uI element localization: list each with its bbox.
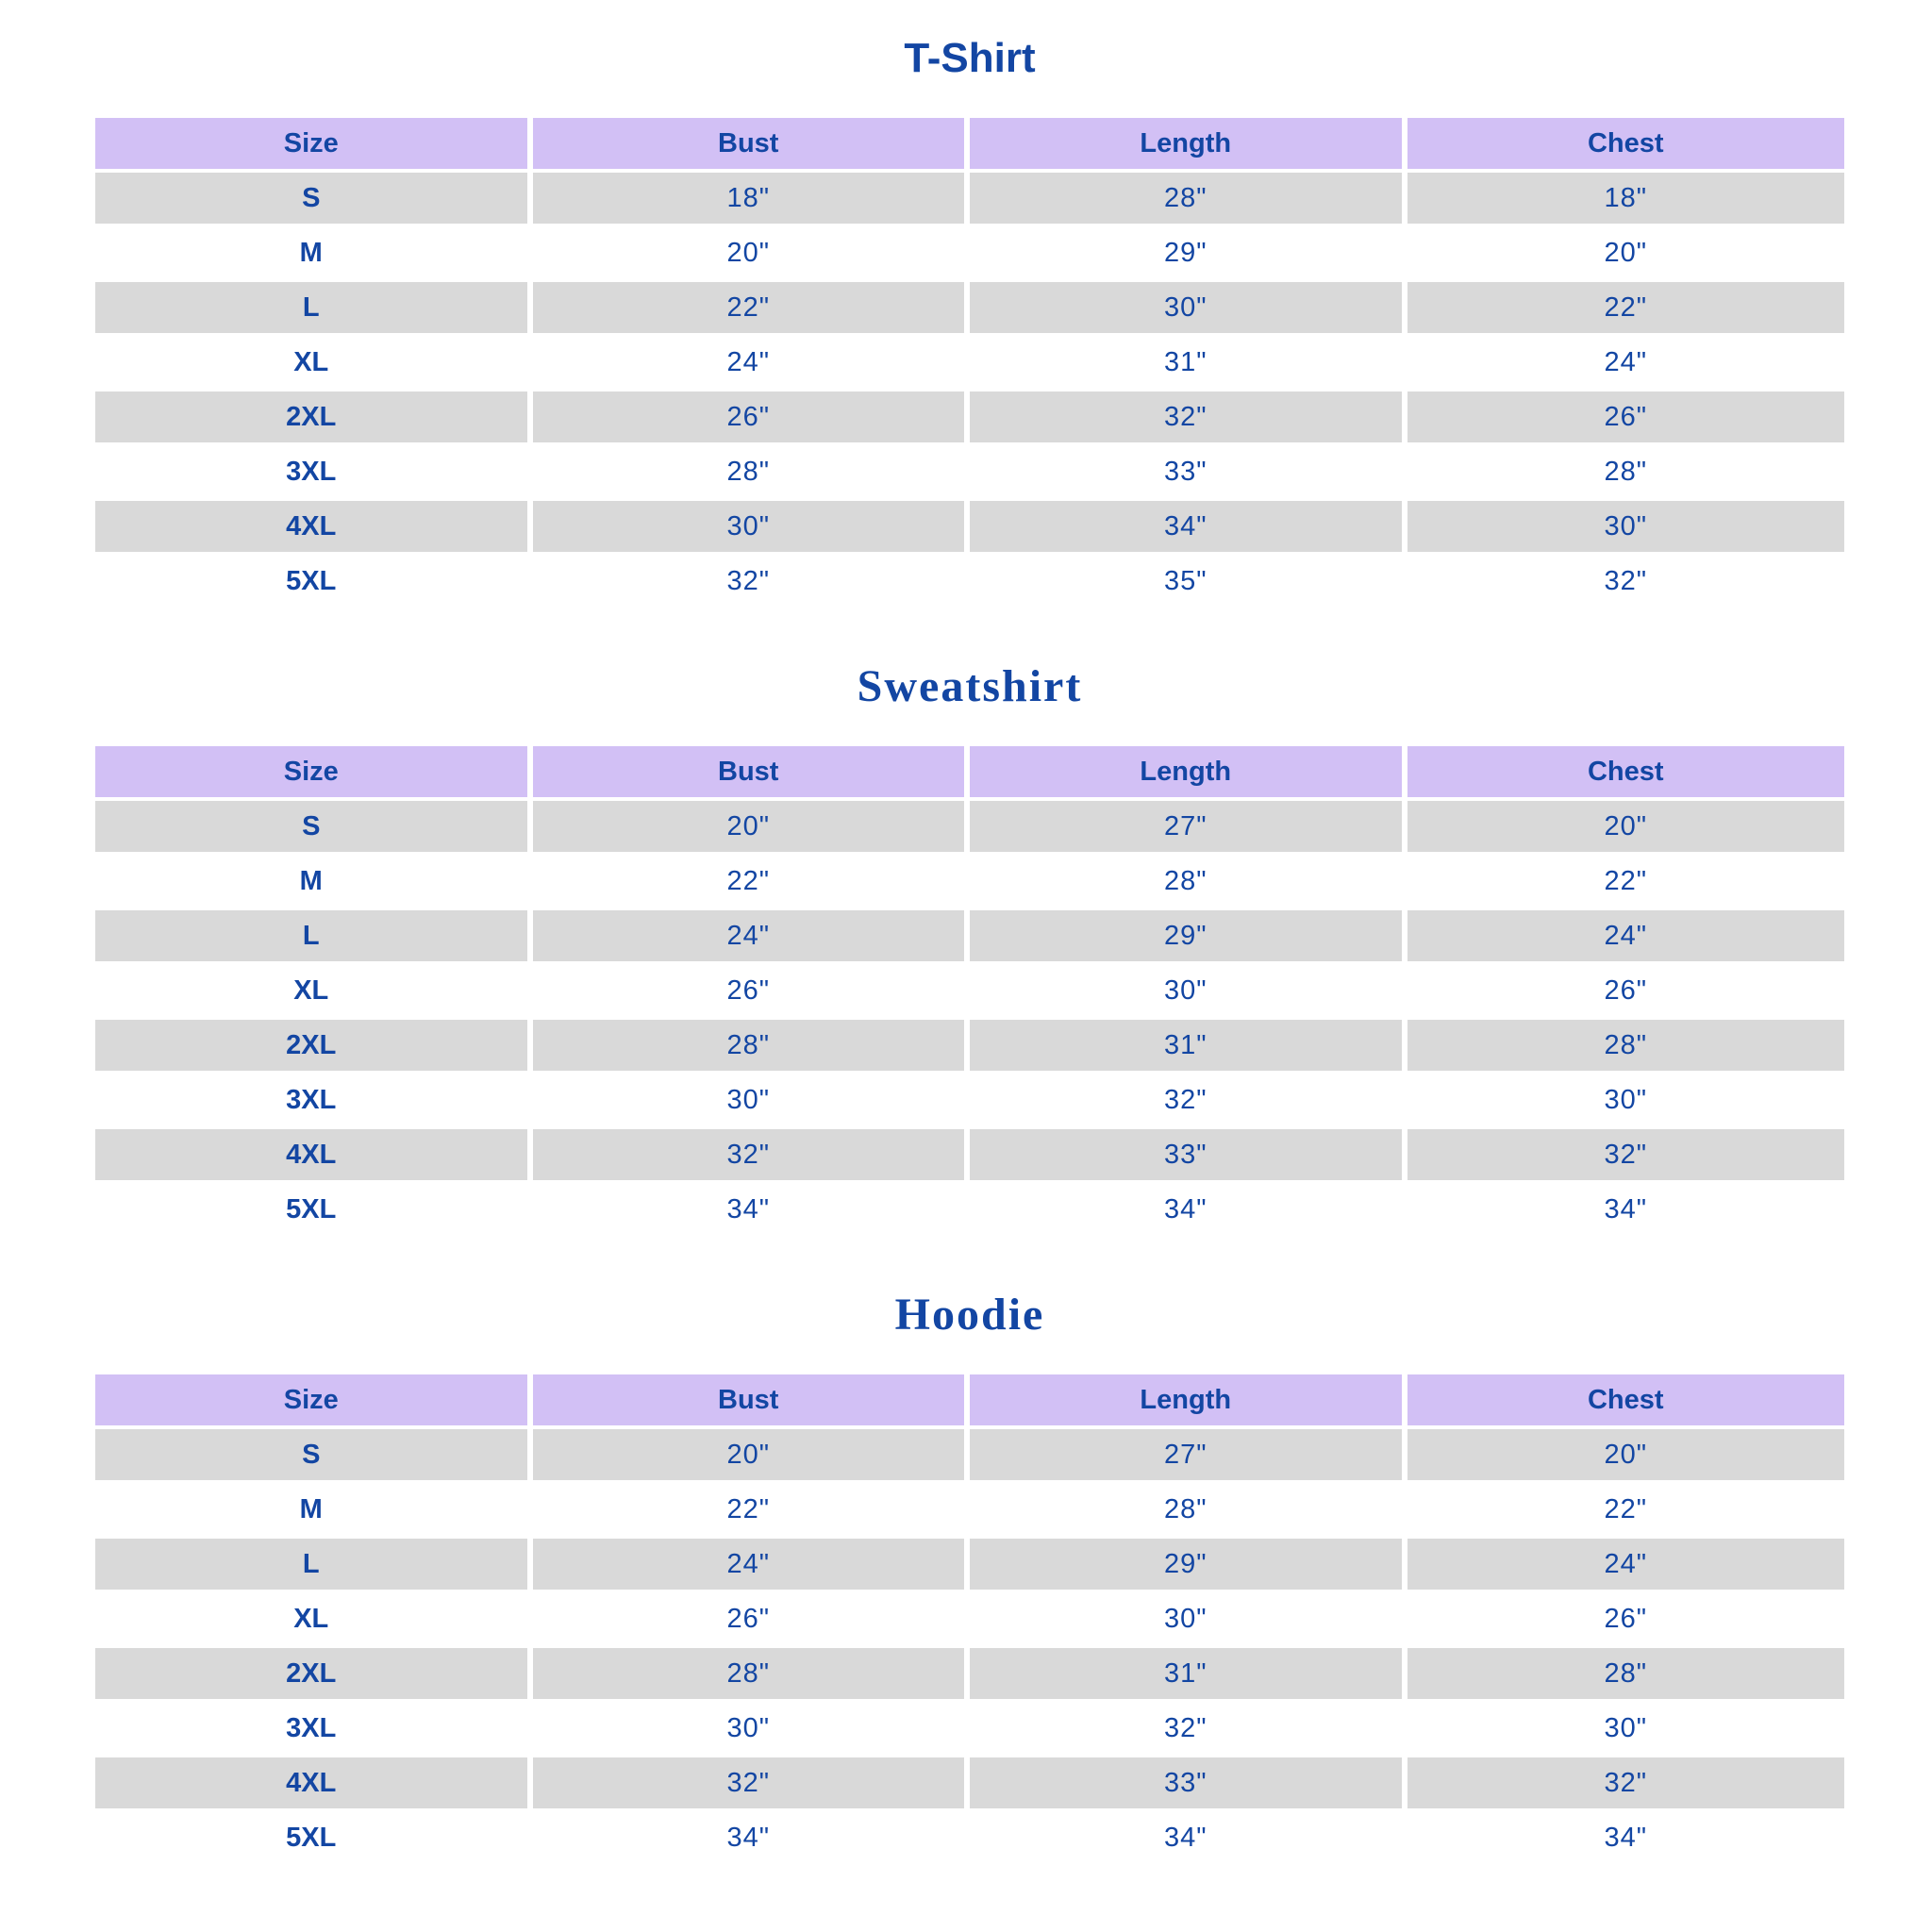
bust-cell: 22"	[533, 1484, 971, 1539]
column-header-size: Size	[95, 118, 533, 173]
table-row	[95, 556, 1844, 610]
length-cell: 32"	[970, 391, 1407, 446]
chest-cell: 30"	[1407, 501, 1845, 556]
bust-cell: 24"	[533, 910, 971, 965]
bust-cell: 30"	[533, 1074, 971, 1129]
size-cell: M	[95, 227, 533, 282]
length-cell: 30"	[970, 282, 1407, 337]
size-cell: 3XL	[95, 1703, 533, 1757]
chest-cell: 28"	[1407, 1648, 1845, 1703]
length-cell: 32"	[970, 1074, 1407, 1129]
table-row	[95, 910, 1844, 965]
bust-cell: 32"	[533, 1757, 971, 1812]
size-cell: M	[95, 1484, 533, 1539]
chest-cell: 20"	[1407, 227, 1845, 282]
sweatshirt-size-table	[95, 746, 1844, 1239]
size-cell: XL	[95, 1593, 533, 1648]
bust-cell: 22"	[533, 282, 971, 337]
length-cell: 28"	[970, 856, 1407, 910]
table-row	[95, 501, 1844, 556]
bust-cell: 24"	[533, 1539, 971, 1593]
chest-cell: 28"	[1407, 1020, 1845, 1074]
table-header-row	[95, 1374, 1844, 1429]
chest-cell: 18"	[1407, 173, 1845, 227]
table-header-row	[95, 746, 1844, 801]
size-cell: XL	[95, 337, 533, 391]
column-header-bust: Bust	[533, 746, 971, 801]
size-cell: S	[95, 1429, 533, 1484]
column-header-length: Length	[970, 1374, 1407, 1429]
table-row	[95, 173, 1844, 227]
chest-cell: 30"	[1407, 1703, 1845, 1757]
tshirt-size-chart	[95, 30, 1844, 634]
column-header-chest: Chest	[1407, 118, 1845, 173]
size-cell: 2XL	[95, 1020, 533, 1074]
column-header-length: Length	[970, 746, 1407, 801]
length-cell: 31"	[970, 337, 1407, 391]
length-cell: 28"	[970, 173, 1407, 227]
chest-cell: 24"	[1407, 1539, 1845, 1593]
column-header-chest: Chest	[1407, 1374, 1845, 1429]
table-row	[95, 1812, 1844, 1867]
chest-cell: 32"	[1407, 556, 1845, 610]
column-header-size: Size	[95, 1374, 533, 1429]
column-header-size: Size	[95, 746, 533, 801]
hoodie-size-table	[95, 1374, 1844, 1867]
size-cell: S	[95, 173, 533, 227]
table-row	[95, 1539, 1844, 1593]
length-cell: 33"	[970, 446, 1407, 501]
column-header-bust: Bust	[533, 1374, 971, 1429]
table-header-row	[95, 118, 1844, 173]
size-cell: 4XL	[95, 1757, 533, 1812]
size-cell: L	[95, 1539, 533, 1593]
length-cell: 27"	[970, 801, 1407, 856]
chest-cell: 28"	[1407, 446, 1845, 501]
length-cell: 31"	[970, 1648, 1407, 1703]
chest-cell: 24"	[1407, 910, 1845, 965]
table-row	[95, 1703, 1844, 1757]
column-header-bust: Bust	[533, 118, 971, 173]
table-row	[95, 1429, 1844, 1484]
chest-cell: 22"	[1407, 1484, 1845, 1539]
table-row	[95, 1648, 1844, 1703]
length-cell: 31"	[970, 1020, 1407, 1074]
table-row	[95, 1484, 1844, 1539]
bust-cell: 32"	[533, 1129, 971, 1184]
bust-cell: 18"	[533, 173, 971, 227]
table-row	[95, 1074, 1844, 1129]
column-header-chest: Chest	[1407, 746, 1845, 801]
sweatshirt-size-chart	[95, 658, 1844, 1262]
table-row	[95, 856, 1844, 910]
table-row	[95, 801, 1844, 856]
tshirt-size-table	[95, 118, 1844, 610]
size-cell: 3XL	[95, 446, 533, 501]
length-cell: 32"	[970, 1703, 1407, 1757]
bust-cell: 32"	[533, 556, 971, 610]
chest-cell: 32"	[1407, 1757, 1845, 1812]
bust-cell: 26"	[533, 391, 971, 446]
table-row	[95, 227, 1844, 282]
length-cell: 29"	[970, 227, 1407, 282]
bust-cell: 34"	[533, 1184, 971, 1239]
length-cell: 34"	[970, 1812, 1407, 1867]
size-cell: L	[95, 910, 533, 965]
bust-cell: 20"	[533, 1429, 971, 1484]
size-cell: 2XL	[95, 1648, 533, 1703]
bust-cell: 30"	[533, 1703, 971, 1757]
chest-cell: 20"	[1407, 1429, 1845, 1484]
bust-cell: 20"	[533, 227, 971, 282]
chest-cell: 22"	[1407, 282, 1845, 337]
sweatshirt-title: Sweatshirt	[857, 661, 1083, 711]
column-header-length: Length	[970, 118, 1407, 173]
chest-cell: 32"	[1407, 1129, 1845, 1184]
size-cell: S	[95, 801, 533, 856]
bust-cell: 26"	[533, 965, 971, 1020]
table-row	[95, 282, 1844, 337]
length-cell: 27"	[970, 1429, 1407, 1484]
chest-cell: 34"	[1407, 1812, 1845, 1867]
length-cell: 29"	[970, 1539, 1407, 1593]
size-cell: 5XL	[95, 556, 533, 610]
chest-cell: 22"	[1407, 856, 1845, 910]
length-cell: 35"	[970, 556, 1407, 610]
table-row	[95, 1593, 1844, 1648]
size-cell: XL	[95, 965, 533, 1020]
chest-cell: 24"	[1407, 337, 1845, 391]
chest-cell: 26"	[1407, 391, 1845, 446]
bust-cell: 28"	[533, 446, 971, 501]
table-row	[95, 1184, 1844, 1239]
size-cell: 4XL	[95, 501, 533, 556]
table-row	[95, 391, 1844, 446]
hoodie-title: Hoodie	[894, 1290, 1045, 1340]
chest-cell: 20"	[1407, 801, 1845, 856]
chest-cell: 26"	[1407, 965, 1845, 1020]
size-cell: 5XL	[95, 1812, 533, 1867]
table-row	[95, 1757, 1844, 1812]
length-cell: 34"	[970, 501, 1407, 556]
tshirt-title: T-Shirt	[904, 35, 1036, 81]
length-cell: 33"	[970, 1757, 1407, 1812]
length-cell: 30"	[970, 965, 1407, 1020]
bust-cell: 24"	[533, 337, 971, 391]
bust-cell: 30"	[533, 501, 971, 556]
chest-cell: 34"	[1407, 1184, 1845, 1239]
length-cell: 28"	[970, 1484, 1407, 1539]
table-row	[95, 1129, 1844, 1184]
size-cell: 3XL	[95, 1074, 533, 1129]
length-cell: 34"	[970, 1184, 1407, 1239]
size-cell: L	[95, 282, 533, 337]
size-cell: 4XL	[95, 1129, 533, 1184]
table-row	[95, 965, 1844, 1020]
size-cell: M	[95, 856, 533, 910]
bust-cell: 28"	[533, 1020, 971, 1074]
size-cell: 2XL	[95, 391, 533, 446]
table-row	[95, 446, 1844, 501]
bust-cell: 26"	[533, 1593, 971, 1648]
bust-cell: 22"	[533, 856, 971, 910]
length-cell: 33"	[970, 1129, 1407, 1184]
length-cell: 29"	[970, 910, 1407, 965]
chest-cell: 30"	[1407, 1074, 1845, 1129]
bust-cell: 28"	[533, 1648, 971, 1703]
chest-cell: 26"	[1407, 1593, 1845, 1648]
bust-cell: 20"	[533, 801, 971, 856]
table-row	[95, 1020, 1844, 1074]
size-cell: 5XL	[95, 1184, 533, 1239]
length-cell: 30"	[970, 1593, 1407, 1648]
table-row	[95, 337, 1844, 391]
hoodie-size-chart	[95, 1287, 1844, 1890]
bust-cell: 34"	[533, 1812, 971, 1867]
